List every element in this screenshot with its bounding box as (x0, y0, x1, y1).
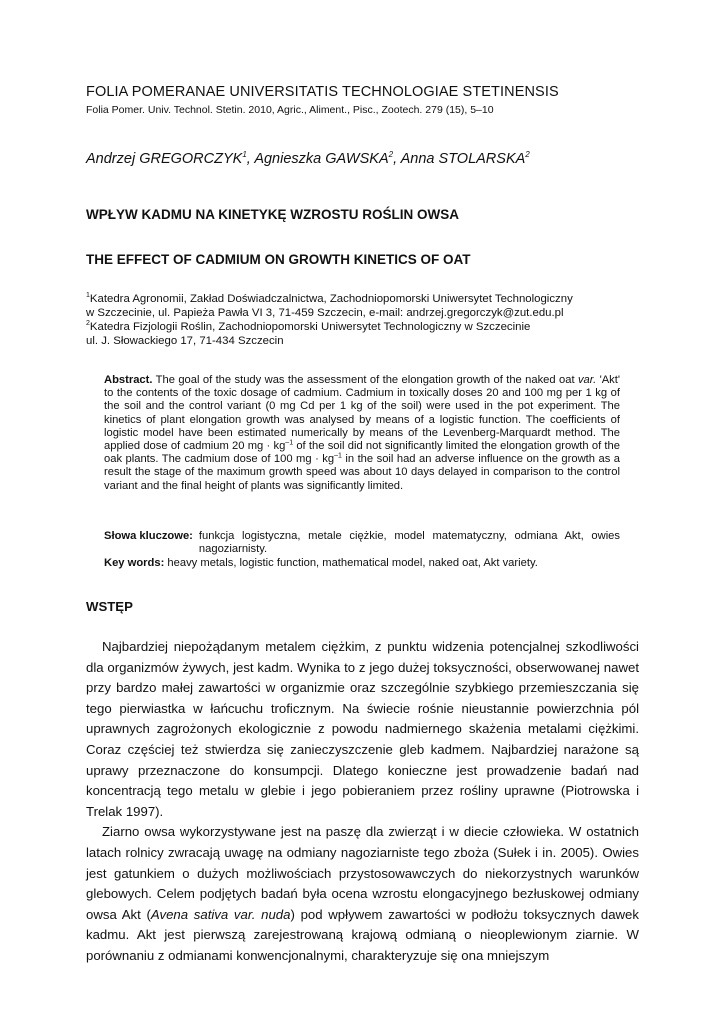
keywords-polish-text: funkcja logistyczna, metale ciężkie, model matematyczny, odmiana Akt, owies nagoziarnisty. (198, 530, 620, 556)
keywords-english (104, 557, 620, 570)
keywords-polish (104, 530, 620, 556)
abstract-var: var. (577, 374, 597, 386)
author-name: Andrzej GREGORCZYK (86, 151, 243, 167)
journal-title: FOLIA POMERANAE UNIVERSITATIS TECHNOLOGIAE STETINENSIS (86, 84, 559, 100)
affiliation-line: ul. J. Słowackiego 17, 71-434 Szczecin (86, 335, 284, 347)
author-name: Agnieszka GAWSKA (254, 151, 389, 167)
citation-line: Folia Pomer. Univ. Technol. Stetin. 2010, Agric., Aliment., Pisc., Zootech. 279 (15), 5–10 (86, 104, 494, 116)
keywords-english-label: Key words: (104, 557, 165, 569)
affiliation-mark: 2 (86, 320, 90, 328)
affiliation-line: w Szczecinie, ul. Papieża Pawła VI 3, 71-459 Szczecin, e-mail: andrzej.gregorczyk@zut.edu.pl (86, 307, 564, 319)
abstract-label: Abstract. (104, 374, 153, 386)
author-separator: , (246, 151, 255, 167)
abstract: Abstract. The goal of the study was the assessment of the elongation growth of the naked oat var. 'Akt' to the contents of the toxic dosage of cadmium. Cadmium in toxically doses 20 and 100 mg per 1 kg of the soil and the control variant (0 mg Cd per 1 kg of the soil) were used in the pot experiment. The kinetics of plant elongation growth was analysed by means of a logistic function. The coefficients of logistic model have been estimated numerically by means of the Levenberg-Marquardt method. The applied dose of cadmium 20 mg · $kg^{-1}$ of the soil did not significantly limited the elongation growth of the oak plants. The cadmium dose of 100 mg · $kg^{-1}$ in the soil had an adverse influence on the growth as a result the stage of the maximum growth speed was about 10 days delayed in comparison to the control variant and the final height of plants was significantly limited. (104, 374, 621, 492)
author-list (86, 151, 530, 167)
affiliation-mark: 1 (86, 292, 90, 300)
paragraph: Ziarno owsa wykorzystywane jest na paszę dla zwierząt i w diecie człowieka. W ostatnich latach rolnicy zwracają uwagę na odmiany nagoziarniste tego zboża (Sułek i in. 2005). Owies jest gatunkiem o dużych możliwościach przystosowawczych do niekorzystnych warunków glebowych. Celem podjętych badań była ocena wzrostu elongacyjnego bezłuskowej odmiany owsa Akt (Avena sativa var. nuda) pod wpływem zawartości w podłożu toksycznych dawek kadmu. Akt jest pierwszą zarejestrowaną krajową odmianą o nieoplewionym ziarnie. W porównaniu z odmianami konwencjonalnymi, charakteryzuje się ona mniejszym (86, 824, 639, 963)
title-english: THE EFFECT OF CADMIUM ON GROWTH KINETICS OF OAT (86, 252, 471, 267)
title-polish: WPŁYW KADMU NA KINETYKĘ WZROSTU ROŚLIN OWSA (86, 207, 459, 222)
author-separator: , (393, 151, 401, 167)
keywords-polish-label: Słowa kluczowe: (104, 530, 193, 542)
species-name: Avena sativa var. nuda (150, 906, 291, 922)
paragraph: Najbardziej niepożądanym metalem ciężkim, z punktu widzenia potencjalnej szkodliwości dla organizmów żywych, jest kadm. Wynika to z jego dużej toksyczności, obserwowanej nawet przy bardzo małej zawartości w organizmie oraz szczególnie szybkiego przemieszczania się tego pierwiastka w łańcuchu troficznym. Na świecie rośnie nieustannie powierzchnia pól uprawnych zagrożonych ekologicznie z powodu nadmiernego skażenia metalami ciężkimi. Coraz częściej też stwierdza się zanieczyszczenie gleb kadmem. Najbardziej narażone są uprawy przeznaczone do konsumpcji. Dlatego konieczne jest prowadzenie badań nad koncentracją tego metalu w glebie i jego pobieraniem przez rośliny uprawne (Piotrowska i Trelak 1997). (86, 639, 639, 819)
affiliation-line: $^1$Katedra Agronomii, Zakład Doświadczalnictwa, Zachodniopomorski Uniwersytet Technologiczny (86, 292, 573, 305)
affiliation-line: $^2$Katedra Fizjologii Roślin, Zachodniopomorski Uniwersytet Technologiczny w Szczecinie (86, 320, 531, 333)
author-affiliation-mark: 1 (242, 150, 247, 160)
keywords-english-text: heavy metals, logistic function, mathematical model, naked oat, Akt variety. (164, 557, 538, 569)
section-heading: WSTĘP (86, 599, 133, 614)
author-name: Anna STOLARSKA (400, 151, 526, 167)
author-affiliation-mark: 2 (525, 150, 530, 160)
body-text (86, 637, 639, 967)
author-affiliation-mark: 2 (388, 150, 394, 160)
